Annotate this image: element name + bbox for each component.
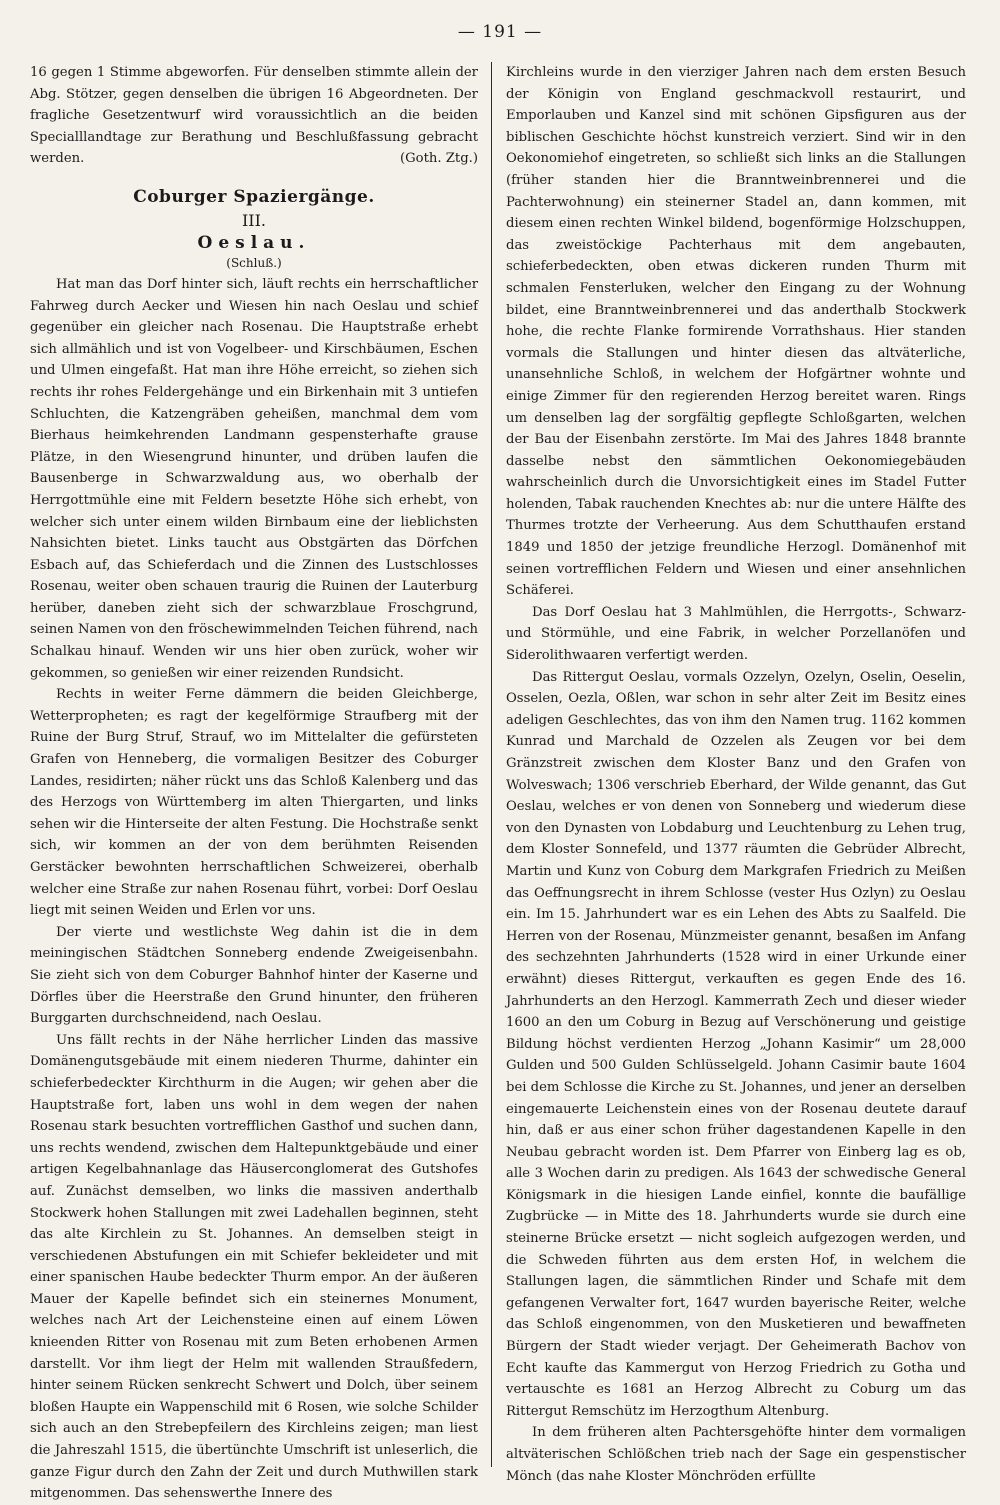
page-number: — 191 — (457, 22, 543, 42)
intro-source: (Goth. Ztg.) (399, 151, 478, 167)
article-note: (Schluß.) (226, 255, 282, 270)
right-paragraph: Das Dorf Oeslau hat 3 Mahlmühlen, die Herrgotts-, Schwarz- und Störmühle, und eine Fabrik, in welcher Porzellanöfen und Siderolithwaaren verfertigt werden. (506, 604, 966, 664)
right-column (506, 62, 966, 1484)
left-paragraph: Der vierte und westlichste Weg dahin ist die in dem meiningischen Städtchen Sonneberg endende Zweigeisenbahn. Sie zieht sich von dem Coburger Bahnhof hinter der Kaserne und Dörfles über die Heerstraße den Grund hinunter, den früheren Burggarten durchschneidend, nach Oeslau. (30, 924, 478, 1027)
right-paragraph: In dem früheren alten Pachtersgehöfte hinter dem vormaligen altväterischen Schlößchen trieb nach der Sage ein gespenstischer Mönch (das nahe Kloster Mönchröden erfüllte (506, 1425, 966, 1484)
article-place: Oeslau. (197, 232, 311, 253)
column-divider (491, 62, 492, 1467)
right-paragraph: Das Rittergut Oeslau, vormals Ozzelyn, Ozelyn, Oselin, Oeselin, Osselen, Oezla, Oßlen, war schon in sehr alter Zeit im Besitz eines adeligen Geschlechtes, das von ihm den Namen trug. 1162 kommen Kunrad und Marchald de Ozzelen als Zeugen vor bei dem Gränzstreit zwischen dem Kloster Banz und den Grafen von Wolveswach; 1306 verschrieb Eberhard, der Wilde genannt, das Gut Oeslau, welches er von denen von Sonneberg und wiederum diese von den Dynasten von Lobdaburg und Leuchtenburg zu Lehen trug, dem Kloster Sonnefeld, und 1377 räumten die Gebrüder Albrecht, Martin und Kunz von Coburg dem Markgrafen Friedrich zu Meißen das Oeffnungsrecht in ihrem Schlosse (vester Hus Ozlyn) zu Oeslau ein. Im 15. Jahrhundert war es ein Lehen des Abts zu Saalfeld. Die Herren von der Rosenau, Münzmeister genannt, besaßen im Anfang des sechzehnten Jahrhunderts (1528 wird in einer Urkunde einer erwähnt) dieses Rittergut, verkauften es gegen Ende des 16. Jahrhunderts an den Herzogl. Kammerrath Zech und dieser wieder 1600 an den um Coburg in Bezug auf Verschönerung und geistige Bildung höchst verdienten Herzog „Johann Kasimir“ um 28,000 Gulden und 500 Gulden Schlüsselgeld. Johann Casimir baute 1604 bei dem Schlosse die Kirche zu St. Johannes, und jener an derselben eingemauerte Leichenstein eines von der Rosenau deutete darauf hin, daß er aus einer schon früher dagestandenen Kapelle in den Neubau gebracht worden ist. Dem Pfarrer von Einberg lag es ob, alle 3 Wochen darin zu predigen. Als 1643 der schwedische General Königsmark in die hiesigen Lande einfiel, konnte die baufällige Zugbrücke — in Mitte des 18. Jahrhunderts wurde sie durch eine steinerne Brücke ersetzt — nicht sogleich aufgezogen werden, und die Schweden führten aus dem ersten Hof, in welchem die Stallungen lagen, die sämmtlichen Rinder und Schafe mit dem gefangenen Verwalter fort, 1647 wurden bayerische Reiter, welche das Schloß eingenommen, von den Musketieren und bewaffneten Bürgern der Stadt wieder verjagt. Der Geheimerath Bachov von Echt kaufte das Kammergut von Herzog Friedrich zu Gotha und vertauschte es 1681 an Herzog Albrecht zu Coburg um das Rittergut Remschütz im Herzogthum Altenburg. (506, 669, 966, 1419)
intro-paragraph (30, 62, 478, 170)
right-paragraph: Kirchleins wurde in den vierziger Jahren nach dem ersten Besuch der Königin von England geschmackvoll restaurirt, und Emporlauben und Kanzel sind mit schönen Gipsfiguren aus der biblischen Geschichte höchst kunstreich verziert. Sind wir in den Oekonomiehof eingetreten, so schließt sich links an die Stallungen (früher standen hier die Branntweinbrennerei und die Pachterwohnung) ein steinerner Stadel an, dann kommen, mit diesem einen rechten Winkel bildend, bogenförmige Holzschuppen, das zweistöckige Pachterhaus mit dem angebauten, schieferbedeckten, oben etwas dickeren runden Thurm mit schmalen Fensterluken, welcher den Eingang zu der Wohnung bildet, eine Branntweinbrennerei und das anderthalb Stockwerk hohe, die rechte Flanke formirende Vorrathshaus. Hier standen vormals die Stallungen und hinter diesen das altväterliche, unansehnliche Schloß, in welchem der Hofgärtner wohnte und einige Zimmer für den regierenden Herzog bereitet waren. Rings um denselben lag der sorgfältig gepflegte Schloßgarten, welchen der Bau der Eisenbahn zerstörte. Im Mai des Jahres 1848 brannte dasselbe nebst den sämmtlichen Oekonomiegebäuden wahrscheinlich durch die Unvorsichtigkeit eines im Stadel Futter holenden, Tabak rauchenden Knechtes ab: nur die untere Hälfte des Thurmes trotzte der Verheerung. Aus dem Schutthaufen erstand 1849 und 1850 der jetzige freundliche Herzogl. Domänenhof mit seinen vortrefflichen Feldern und Wiesen und einer ansehnlichen Schäferei. (506, 65, 966, 599)
article-title: Coburger Spaziergänge. (133, 186, 375, 207)
left-paragraph: Rechts in weiter Ferne dämmern die beiden Gleichberge, Wetterpropheten; es ragt der kegelförmige Straufberg mit der Ruine der Burg Struf, Strauf, wo im Mittelalter die gefürsteten Grafen von Henneberg, die vormaligen Besitzer des Coburger Landes, residirten; näher rückt uns das Schloß Kalenberg und das des Herzogs von Württemberg im alten Thiergarten, und links sehen wir die Hinterseite der alten Festung. Die Hochstraße senkt sich, wir kommen an der von dem berühmten Reisenden Gerstäcker bewohnten herrschaftlichen Schweizerei, oberhalb welcher eine Straße zur nahen Rosenau führt, vorbei: Dorf Oeslau liegt mit seinen Weiden und Erlen vor uns. (30, 687, 478, 919)
left-paragraph: Hat man das Dorf hinter sich, läuft rechts ein herrschaftlicher Fahrweg durch Aecker und Wiesen hin nach Oeslau und schief gegenüber ein gleicher nach Rosenau. Die Hauptstraße erhebt sich allmählich und ist von Vogelbeer- und Kirschbäumen, Eschen und Ulmen eingefaßt. Hat man ihre Höhe erreicht, so ziehen sich rechts ihr rohes Feldergehänge und ein Birkenhain mit 3 untiefen Schluchten, die Katzengräben geheißen, manchmal dem vom Bierhaus heimkehrenden Landmann gespensterhafte grause Plätze, in den Wiesengrund hinunter, und drüben laufen die Bausenberge in Schwarzwaldung aus, wo oberhalb der Herrgottmühle eine mit Feldern besetzte Höhe sich erhebt, von welcher sich unter einem wilden Birnbaum eine der lieblichsten Nahsichten bietet. Links taucht aus Obstgärten das Dörfchen Esbach auf, das Schieferdach und die Zinnen des Lustschlosses Rosenau, weiter oben schauen traurig die Ruinen der Lauterburg herüber, daneben zieht sich der schwarzblaue Froschgrund, seinen Namen von den fröschewimmelnden Teichen führend, nach Schalkau hinauf. Wenden wir uns hier oben zurück, woher wir gekommen, so genießen wir einer reizenden Rundsicht. (30, 276, 478, 681)
left-paragraph: Uns fällt rechts in der Nähe herrlicher Linden das massive Domänengutsgebäude mit einem niederen Thurme, dahinter ein schieferbedeckter Kirchthurm in die Augen; wir gehen aber die Hauptstraße fort, laben uns wohl in dem wegen der nahen Rosenau stark besuchten vortrefflichen Gasthof und suchen dann, uns rechts wendend, zwischen dem Haltepunktgebäude und einer artigen Kegelbahnanlage das Häuserconglomerat des Gutshofes auf. Zunächst demselben, wo links die massiven anderthalb Stockwerk hohen Stallungen mit zwei Ladehallen beginnen, steht das alte Kirchlein zu St. Johannes. An demselben steigt in verschiedenen Abstufungen ein mit Schiefer bekleideter und mit einer spanischen Haube bedeckter Thurm empor. An der äußeren Mauer der Kapelle befindet sich ein steinernes Monument, welches nach Art der Leichensteine einen auf einem Löwen knieenden Ritter von Rosenau mit zum Beten erhobenen Armen darstellt. Vor ihm liegt der Helm mit wallenden Straußfedern, hinter seinem Rücken senkrecht Schwert und Dolch, über seinem bloßen Haupte ein Wappenschild mit 6 Rosen, wie solche Schilder sich auch an den Strebepfeilern des Kirchleins zeigen; man liest die Jahreszahl 1515, die übertünchte Umschrift ist unleserlich, die ganze Figur durch den Zahn der Zeit und durch Muthwillen stark mitgenommen. Das sehenswerthe Innere des (30, 1032, 478, 1502)
article-number: III. (241, 210, 267, 230)
left-column (30, 62, 478, 1502)
intro-text: 16 gegen 1 Stimme abgeworfen. Für denselben stimmte allein der Abg. Stötzer, gegen denselben die übrigen 16 Abgeordneten. Der fragliche Gesetzentwurf wird voraussichtlich an die beiden Specialllandtage zur Berathung und Beschlußfassung gebracht werden. (30, 65, 478, 167)
